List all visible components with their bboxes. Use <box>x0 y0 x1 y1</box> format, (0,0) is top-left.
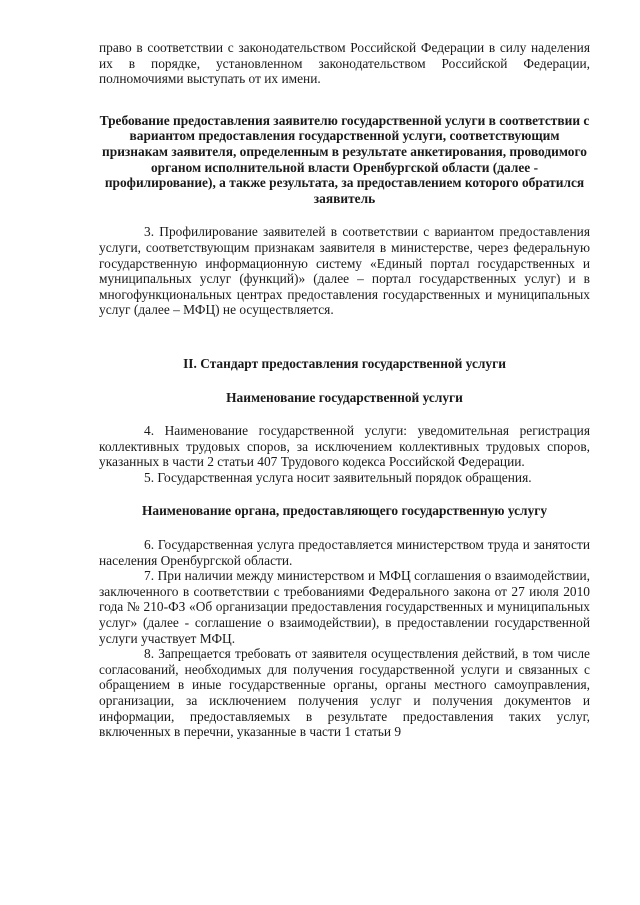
section-2-title: II. Стандарт предоставления государственной услуги <box>183 355 506 371</box>
heading-profiling: Требование предоставления заявителю государственной услуги в соответствии с вариантом предоставления государственной услуги, соответствующим признакам заявителя, определенным в результате анкетирования, проводимого органом исполнительной власти Оренбургской области (далее - профилирование), а также результата, за предоставлением которого обратился заявитель <box>99 112 590 206</box>
intro-paragraph: право в соответствии с законодательством Российской Федерации в силу наделения их в порядке, установленном законодательством Российской Федерации, полномочиями выступать от их имени. <box>99 40 590 87</box>
paragraph-8: 8. Запрещается требовать от заявителя осуществления действий, в том числе согласований, необходимых для получения государственной услуги и связанных с обращением в иные государственные органы, органы местного самоуправления, организации, за исключением получения услуг и получения документов и информации, предоставляемых в результате предоставления таких услуг, включенных в перечни, указанные в части 1 статьи 9 <box>99 646 590 740</box>
heading-service-name: Наименование государственной услуги <box>226 389 463 405</box>
paragraph-7: 7. При наличии между министерством и МФЦ соглашения о взаимодействии, заключенного в соответствии с требованиями Федерального закона от 27 июля 2010 года № 210-ФЗ «Об организации предоставления государственных и муниципальных услуг» (далее - соглашение о взаимодействии), в предоставлении государственной услуги участвует МФЦ. <box>99 568 590 646</box>
heading-organ: Наименование органа, предоставляющего государственную услугу <box>141 503 548 519</box>
paragraph-6: 6. Государственная услуга предоставляется министерством труда и занятости населения Оренбургской области. <box>99 537 590 568</box>
paragraph-3: 3. Профилирование заявителей в соответствии с вариантом предоставления услуги, соответствующим признакам заявителя в министерстве, через федеральную государственную информационную систему «Единый портал государственных и муниципальных услуг (функций)» (далее – портал государственных услуг) и в многофункциональных центрах предоставления государственных и муниципальных услуг (далее – МФЦ) не осуществляется. <box>99 224 590 318</box>
paragraph-5: 5. Государственная услуга носит заявительный порядок обращения. <box>144 469 532 485</box>
paragraph-4: 4. Наименование государственной услуги: уведомительная регистрация коллективных трудовых споров, за исключением коллективных трудовых споров, указанных в части 2 статьи 407 Трудового кодекса Российской Федерации. <box>99 423 590 470</box>
